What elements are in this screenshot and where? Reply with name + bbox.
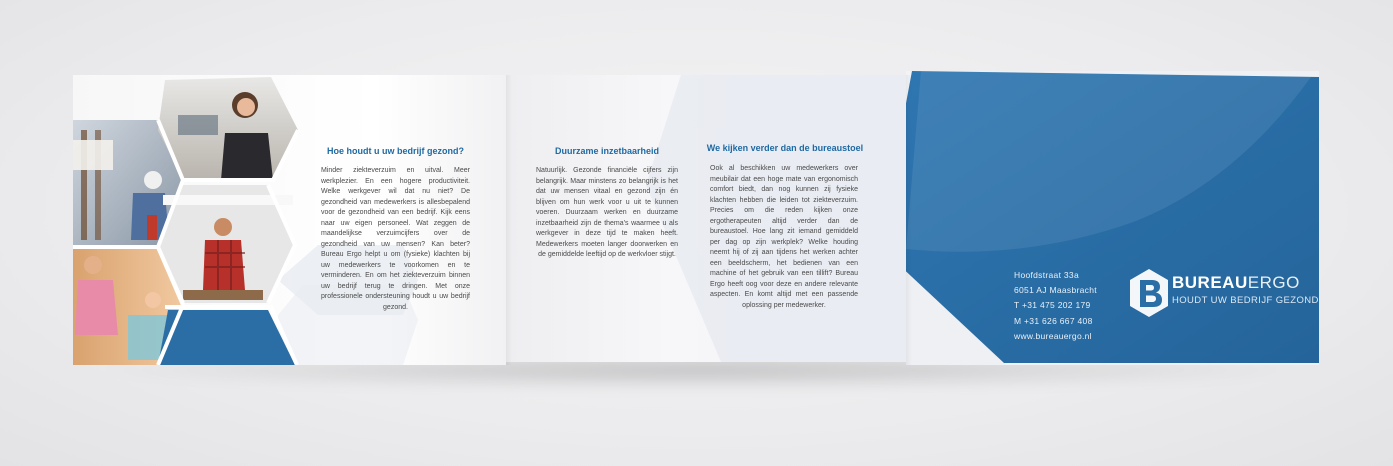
- fold-line: [906, 75, 912, 365]
- mobile-number: M +31 626 667 408: [1014, 315, 1093, 326]
- right-column-body: Ook al beschikken uw medewerkers over meubilair dat een hoge mate van ergonomisch comfort biedt, dan nog kunnen zij fysieke klachten hebben die leiden tot ziekteverzuim. Precies om die reden kijken onze ergotherapeuten altijd verder dan de bureaustoel. Hoe lang zit iemand gemiddeld per dag op zijn werkplek? Welke houding neemt hij of zij aan tijdens het werken achter een beeldscherm, het bedienen van een machine of het gebruik van een tillift? Bureau Ergo heeft oog voor deze en andere relevante aspecten. En komt altijd met een passende oplossing per medewerker.: [710, 165, 858, 309]
- middle-panel-body: Natuurlijk. Gezonde financiële cijfers zijn belangrijk. Maar minstens zo belangrijk is het dat uw mensen vitaal en gezond zijn én blijven om hun werk voor u uit te kunnen voeren. Duurzaam werken en duurzame inzetbaarheid zijn de thema's waarmee u als werkgever in deze tijd te maken heeft. Medewerkers moeten langer doorwerken en de gemiddelde leeftijd op de werkvloer stijgt.: [536, 167, 678, 258]
- middle-panel-title: Duurzame inzetbaarheid: [554, 146, 660, 156]
- carried-box: [73, 140, 113, 170]
- address-street: Hoofdstraat 33a: [1014, 270, 1079, 280]
- website-link: www.bureauergo.nl: [1014, 330, 1092, 341]
- hard-hat: [144, 171, 162, 189]
- woman-face: [237, 98, 255, 116]
- patient-face: [145, 292, 161, 308]
- right-column-title: We kijken verder dan de bureaustoel: [706, 143, 864, 153]
- man-face: [214, 218, 232, 236]
- logo-word-bureau: BUREAU: [1172, 273, 1248, 292]
- worker-vest: [147, 215, 157, 240]
- nurse-face: [84, 256, 102, 274]
- address-city: 6051 AJ Maasbracht: [1014, 285, 1097, 296]
- logo-wordmark: [1172, 273, 1300, 293]
- bureau-ergo-b-logo-icon: [1128, 268, 1170, 318]
- phone-number: T +31 475 202 179: [1014, 300, 1091, 311]
- left-panel-body: Minder ziekteverzuim en uitval. Meer werkplezier. En een hogere productiviteit. Welke werkgever wil dat nu niet? De gezondheid van medewerkers is allesbepalend voor de gezondheid van een bedrijf. Kijk eens naar uw eigen personeel. Wat zeggen de maandelijkse verzuimcijfers over de gezondheid van uw mensen? Kan beter? Bureau Ergo helpt u om (fysieke) klachten bij uw medewerkers te voorkomen en te verminderen. En om het ziekteverzuim binnen uw bedrijf terug te dringen. Met onze professionele ondersteuning houdt u uw bedrijf gezond.: [321, 167, 470, 311]
- brochure-cover-panel: [906, 71, 1319, 365]
- logo-tagline: HOUDT UW BEDRIJF GEZOND: [1172, 295, 1319, 306]
- work-bench: [183, 290, 263, 300]
- logo-word-ergo: ERGO: [1247, 273, 1300, 292]
- nurse-uniform: [75, 280, 118, 335]
- cover-blue-shape: [906, 71, 1319, 365]
- contact-block: [1014, 268, 1097, 344]
- man-plaid-shirt: [203, 240, 245, 290]
- office-screen: [178, 115, 218, 135]
- left-panel-title: Hoe houdt u uw bedrijf gezond?: [327, 146, 464, 156]
- fold-line: [506, 75, 512, 365]
- woman-shirt: [221, 133, 273, 180]
